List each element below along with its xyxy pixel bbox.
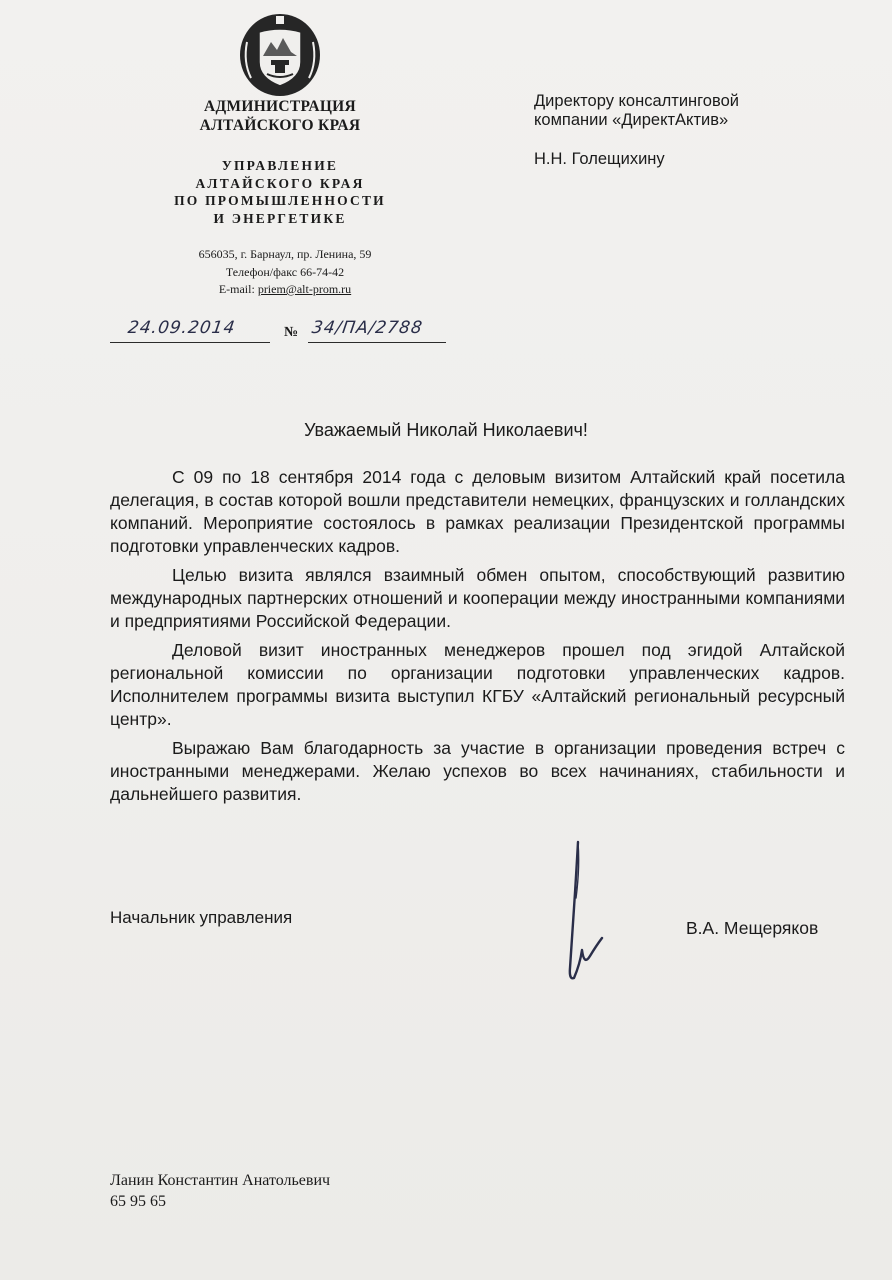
- dept-line-1: УПРАВЛЕНИЕ: [221, 158, 339, 173]
- department-name: [130, 157, 430, 227]
- letter-body: [110, 466, 845, 812]
- paragraph: Деловой визит иностранных менеджеров прошел под эгидой Алтайской региональной комиссии по организации подготовки управленческих кадров. Исполнителем программы визита выступил КГБУ «Алтайский региональный ресурсный центр».: [110, 640, 845, 729]
- org-line-2: АЛТАЙСКОГО КРАЯ: [199, 117, 361, 134]
- paragraph: Выражаю Вам благодарность за участие в организации проведения встреч с иностранными менеджерами. Желаю успехов во всех начинаниях, стабильности и дальнейшего развития.: [110, 738, 845, 804]
- registration-date: 24.09.2014: [126, 318, 237, 338]
- address: 656035, г. Барнаул, пр. Ленина, 59: [198, 247, 372, 261]
- executor-block: [110, 1170, 330, 1212]
- coat-of-arms-emblem: [237, 12, 323, 98]
- signatory-title: Начальник управления: [110, 908, 293, 927]
- dept-line-2: АЛТАЙСКОГО КРАЯ: [195, 175, 365, 191]
- dept-line-4: И ЭНЕРГЕТИКЕ: [213, 210, 347, 226]
- executor-name: Ланин Константин Анатольевич: [110, 1172, 331, 1189]
- signatory-name: В.А. Мещеряков: [686, 918, 819, 938]
- registration-number: 34/ПА/2788: [310, 318, 425, 338]
- phone-fax: Телефон/факс 66-74-42: [225, 264, 345, 279]
- paragraph: Целью визита являлся взаимный обмен опытом, способствующий развитию международных партнерских отношений и кооперации между иностранными компаниями и предприятиями Российской Федерации.: [110, 565, 845, 631]
- addressee-line-2: компании «ДиректАктив»: [534, 111, 729, 129]
- contacts-block: [140, 246, 430, 299]
- email-address: priem@alt-prom.ru: [257, 282, 352, 296]
- addressee-name: Н.Н. Голещихину: [534, 150, 665, 168]
- paragraph: С 09 по 18 сентября 2014 года с деловым визитом Алтайский край посетила делегация, в состав которой вошли представители немецких, французских и голландских компаний. Мероприятие состоялось в рамках реализации Президентской программы подготовки управленческих кадров.: [110, 467, 845, 556]
- addressee-block: [534, 92, 864, 130]
- org-line-1: АДМИНИСТРАЦИЯ: [203, 98, 357, 115]
- email-label: E-mail:: [218, 282, 258, 296]
- executor-phone: 65 95 65: [110, 1193, 166, 1210]
- number-sign: №: [284, 325, 299, 340]
- email-line: [140, 281, 430, 299]
- dept-line-3: ПО ПРОМЫШЛЕННОСТИ: [174, 193, 386, 208]
- handwritten-signature: [556, 838, 626, 988]
- addressee-line-1: Директору консалтинговой: [534, 92, 739, 110]
- salutation: Уважаемый Николай Николаевич!: [304, 420, 588, 440]
- organization-name: [150, 97, 410, 135]
